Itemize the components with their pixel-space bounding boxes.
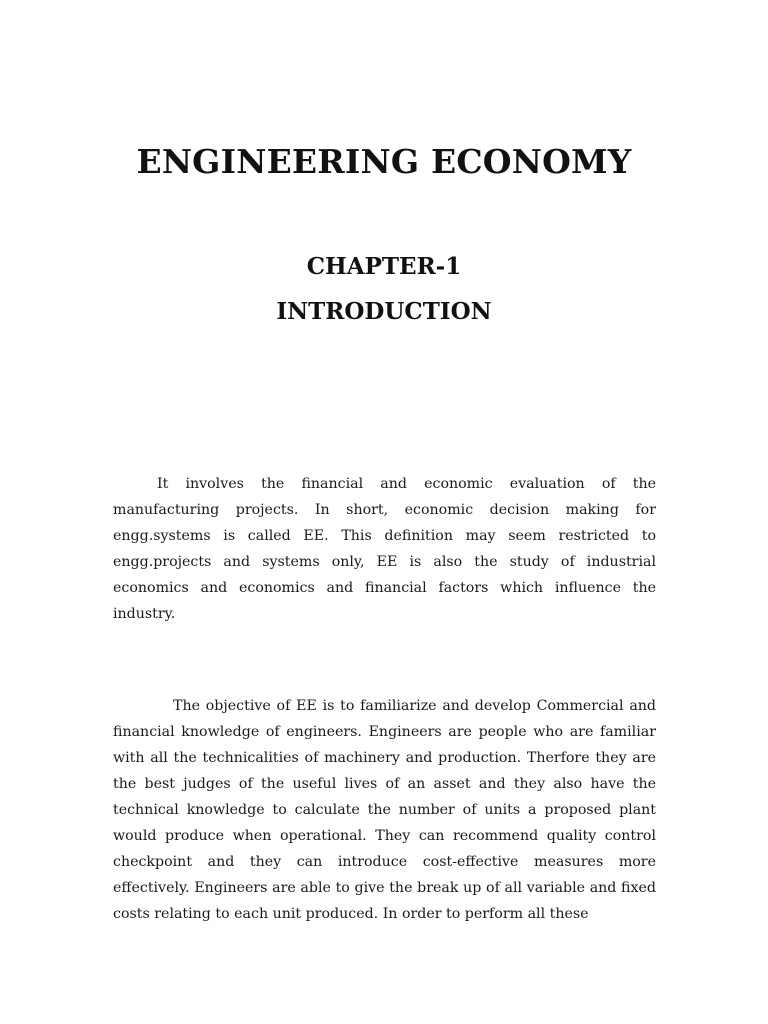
- document-title: ENGINEERING ECONOMY: [136, 142, 632, 181]
- body-paragraph-2: The objective of EE is to familiarize and develop Commercial and financial knowledge of engineers. Engineers are people who are familiar with all the technicalities of machinery and production. Therfore they are the best judges of the useful lives of an asset and they also have the technical knowledge to calculate the number of units a proposed plant would produce when operational. They can recommend quality control checkpoint and they can introduce cost-effective measures more effectively. Engineers are able to give the break up of all variable and fixed costs relating to each unit produced. In order to perform all these: [113, 698, 656, 922]
- body-paragraph-1: It involves the financial and economic evaluation of the manufacturing projects. In short, economic decision making for engg.systems is called EE. This definition may seem restricted to engg.projects and systems only, EE is also the study of industrial economics and economics and financial factors which influence the industry.: [113, 476, 656, 622]
- chapter-heading: CHAPTER-1: [306, 253, 462, 280]
- section-heading: INTRODUCTION: [276, 298, 492, 325]
